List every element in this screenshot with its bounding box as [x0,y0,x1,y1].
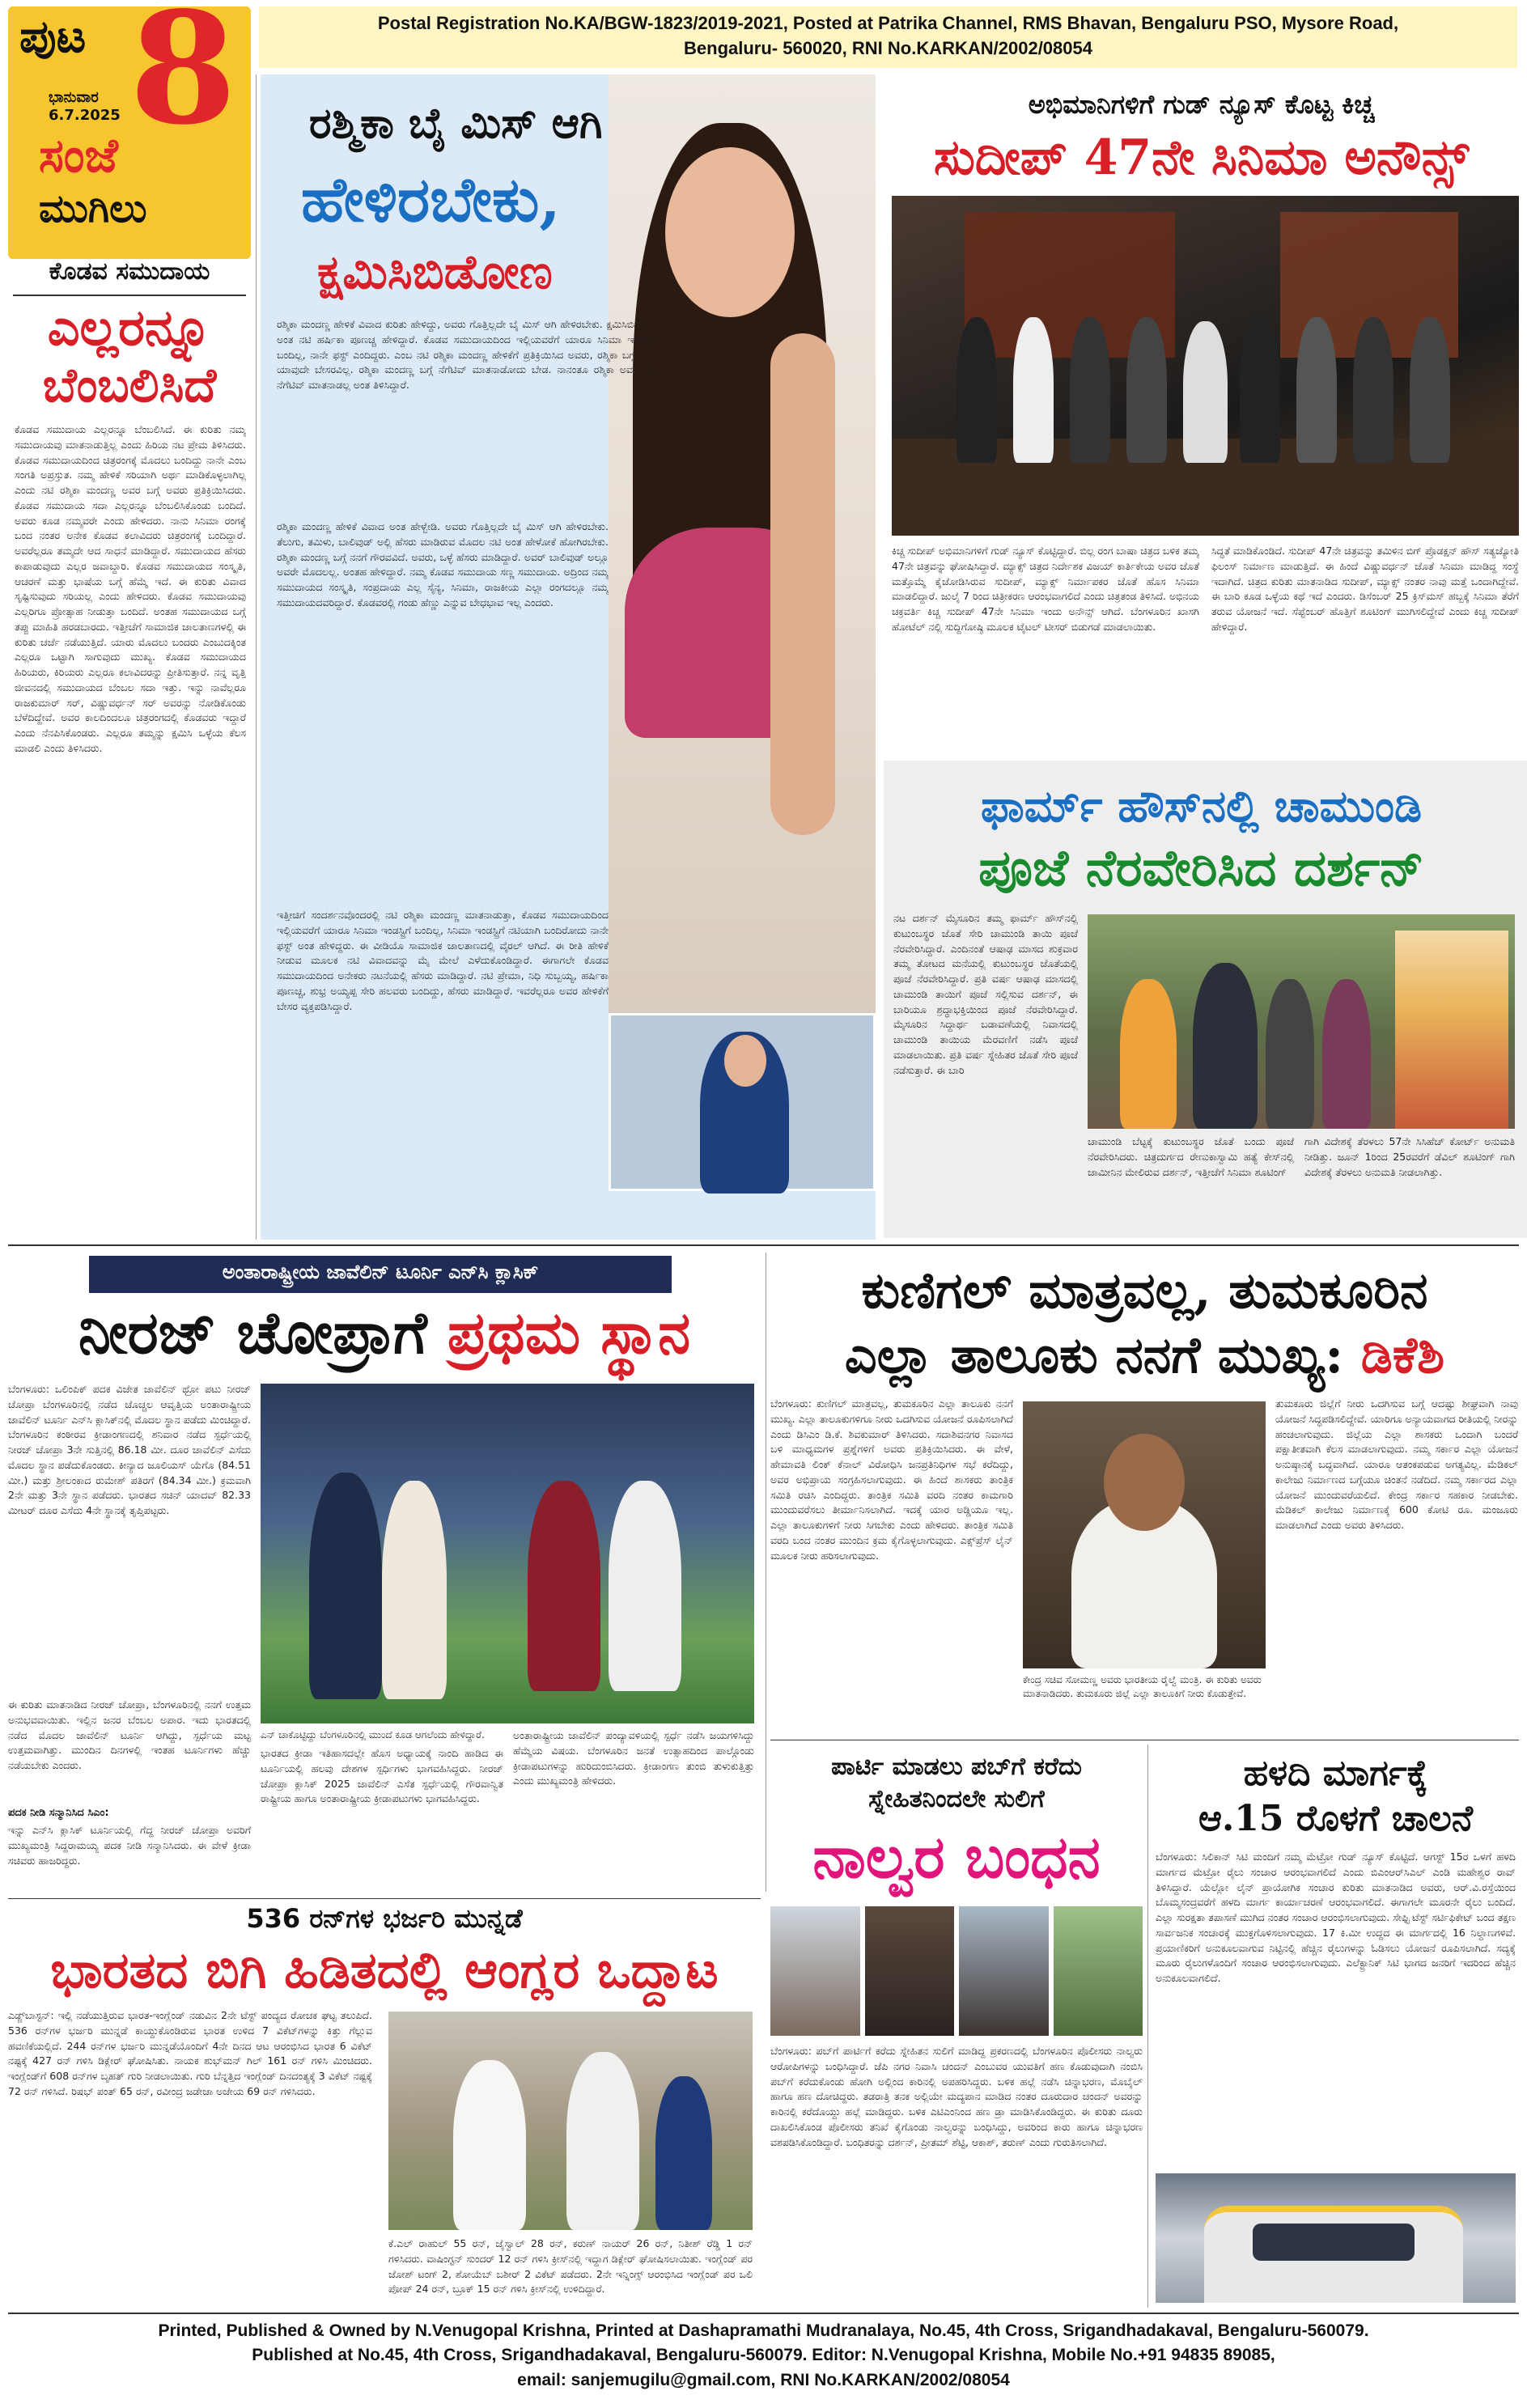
col-divider-3 [1147,1745,1148,2308]
accused-photo-4 [1054,1906,1143,2036]
dkshi-headline-part2: ಡಿಕೆಶಿ [1360,1325,1445,1384]
neeraj-headline-part1: ನೀರಜ್ ಚೋಪ್ರಾಗೆ [78,1298,447,1367]
page-number: 8 [129,0,237,159]
neeraj-figure-1 [309,1473,382,1699]
kodava-body: ಕೊಡವ ಸಮುದಾಯ ಎಲ್ಲರನ್ನೂ ಬೆಂಬಲಿಸಿದೆ. ಈ ಕುರಿತು ನಮ್ಮ ಸಮುದಾಯವು ಮಾತನಾಡುತ್ತಿಲ್ಲ ಎಂದು ಹಿರಿಯ ನಟ ಪ್ರೇಮ ತಿಳಿಸಿದರು. ಕೊಡವ ಸಮುದಾಯದಿಂದ ಚಿತ್ರರಂಗಕ್ಕೆ ಮೊದಲು ಬಂದಿದ್ದು ನಾನೇ ಎಂಬ ಸಂಗತಿ ಅಪ್ರಸ್ತುತ. ನಮ್ಮ ಹೇಳಿಕೆ ಸರಿಯಾಗಿ ಅರ್ಥ ಮಾಡಿಕೊಳ್ಳಲಾಗಿಲ್ಲ ಎಂದು ನಟಿ ರಶ್ಮಿಕಾ ಮಂದಣ್ಣ ಅವರ ಬಗ್ಗೆ ಅವರು ಪ್ರತಿಕ್ರಿಯಿಸಿದರು. ಕೊಡವ ಸಮುದಾಯ ಸದಾ ಎಲ್ಲರನ್ನೂ ಬೆಂಬಲಿಸಿಕೊಂಡು ಬಂದಿದೆ. ಅವರು ಕೂಡ ನಮ್ಮವರೇ ಎಂದು ಹೇಳಿದರು. ನಾನು ಸಿನಿಮಾ ರಂಗಕ್ಕೆ ಬಂದ ನಂತರ ಅನೇಕ ಕೊಡವ ಕಲಾವಿದರು ಚಿತ್ರರಂಗಕ್ಕೆ ಬಂದಿದ್ದಾರೆ. ಅವರೆಲ್ಲರೂ ತಮ್ಮದೇ ಆದ ಸಾಧನೆ ಮಾಡಿದ್ದಾರೆ. ಸಮುದಾಯದ ಹೆಸರು ಕಾಪಾಡುವುದು ಎಲ್ಲರ ಜವಾಬ್ದಾರಿ. ಕೊಡವ ಸಮುದಾಯದ ಸಂಸ್ಕೃತಿ, ಆಚರಣೆ ಮತ್ತು ಭಾಷೆಯ ಬಗ್ಗೆ ಹೆಮ್ಮೆ ಇದೆ. ಈ ಕುರಿತು ವಿವಾದ ಸೃಷ್ಟಿಸುವುದು ಸರಿಯಲ್ಲ ಎಂದು ಹೇಳಿದರು. ಕೊಡವ ಸಮುದಾಯವು ಎಲ್ಲರಿಗೂ ಪ್ರೋತ್ಸಾಹ ನೀಡುತ್ತಾ ಬಂದಿದೆ. ಅಂತಹ ಸಮುದಾಯದ ಬಗ್ಗೆ ತಪ್ಪು ಮಾಹಿತಿ ಹರಡಬಾರದು. ಇತ್ತೀಚೆಗೆ ಸಾಮಾಜಿಕ ಜಾಲತಾಣಗಳಲ್ಲಿ ಈ ಕುರಿತು ಚರ್ಚೆ ನಡೆಯುತ್ತಿದೆ. ಯಾರು ಮೊದಲು ಬಂದರು ಎಂಬುದಕ್ಕಿಂತ ಎಲ್ಲರೂ ಒಟ್ಟಾಗಿ ಸಾಗುವುದು ಮುಖ್ಯ. ಕೊಡವ ಸಮುದಾಯದ ಹಿರಿಯರು, ಕಿರಿಯರು ಎಲ್ಲರೂ ಕಲಾವಿದರನ್ನು ಪ್ರೀತಿಸುತ್ತಾರೆ. ನನ್ನ ವೃತ್ತಿ ಜೀವನದಲ್ಲಿ ಸಮುದಾಯದ ಬೆಂಬಲ ಸದಾ ಇತ್ತು. ಇನ್ನು ನಾವೆಲ್ಲರೂ ರಾಜಕುಮಾರ್ ಸರ್, ವಿಷ್ಣುವರ್ಧನ್ ಸರ್ ಅವರನ್ನು ನೋಡಿಕೊಂಡು ಬೆಳೆದಿದ್ದೇವೆ. ಅವರ ಕಾಲದಿಂದಲೂ ಚಿತ್ರರಂಗದಲ್ಲಿ ಕೊಡವರು ಇದ್ದಾರೆ ಎಂದು ನೆನಪಿಸಿಕೊಂಡರು. ಎಲ್ಲರೂ ತಮ್ಮನ್ನು ಕ್ಷಮಿಸಿ ಒಳ್ಳೆಯ ಕೆಲಸ ಮಾಡಲಿ ಎಂದು ತಿಳಿಸಿದರು. [15,423,246,754]
cricket-top-rule [8,1898,761,1899]
cricketer-3 [655,2076,712,2230]
dkshi-headline-line1: ಕುಣಿಗಲ್ ಮಾತ್ರವಲ್ಲ, ತುಮಕೂರಿನ [861,1261,1428,1320]
rashmika-photo [609,74,876,1013]
sudeep-event-photo [892,196,1519,536]
kodava-headline-line1: ಎಲ್ಲರನ್ನೂ [47,298,212,357]
sudeep-headline: ಸುದೀಪ್ 47ನೇ ಸಿನಿಮಾ ಅನೌನ್ಸ್ [933,129,1470,186]
darshan-headline-line1: ಫಾರ್ಮ್ ಹೌಸ್‌ನಲ್ಲಿ ಚಾಮುಂಡಿ [980,780,1423,832]
kodava-kicker: ಕೊಡವ ಸಮುದಾಯ [49,257,210,286]
sudeep-body-right: ಸಿದ್ಧತೆ ಮಾಡಿಕೊಂಡಿದೆ. ಸುದೀಪ್ 47ನೇ ಚಿತ್ರವನ್ನು ತಮಿಳಿನ ಬಿಗ್ ಪ್ರೊಡಕ್ಷನ್ ಹೌಸ್ ಸತ್ಯಜ್ಯೋತಿ ಫಿಲಂಸ್ ನಿರ್ಮಾಣ ಮಾಡುತ್ತಿದೆ. ಈ ಹಿಂದೆ ವಿಷ್ಣುವರ್ಧನ್ ಜೊತೆ ಸಿನಿಮಾ ಮಾಡಿದ್ದ ಸಂಸ್ಥೆ ಇದಾಗಿದೆ. ಚಿತ್ರದ ಕುರಿತು ಮಾತನಾಡಿದ ಸುದೀಪ್, ಮ್ಯಾಕ್ಸ್ ನಂತರ ನಾವು ಮತ್ತೆ ಒಂದಾಗಿದ್ದೇವೆ. ಈ ಬಾರಿ ಕೂಡ ಒಳ್ಳೆಯ ಕಥೆ ಇದೆ ಎಂದರು. ಡಿಸೆಂಬರ್ 25 ಕ್ರಿಸ್‌ಮಸ್ ಹಬ್ಬಕ್ಕೆ ಸಿನಿಮಾ ತೆರೆಗೆ ತರುವ ಯೋಜನೆ ಇದೆ. ಸೆಪ್ಟೆಂಬರ್ ಹೊತ್ತಿಗೆ ಶೂಟಿಂಗ್ ಮುಗಿಸಲಿದ್ದೇವೆ ಎಂದು ಕಿಚ್ಚ ಸುದೀಪ್ ಹೇಳಿದ್ದಾರೆ. [1211,545,1519,633]
darshan-headline-line2: ಪೂಜೆ ನೆರವೇರಿಸಿದ ದರ್ಶನ್ [978,838,1424,897]
darshan-photo [1088,914,1515,1129]
cricketer-2 [566,2052,639,2230]
kodava-kicker-rule [13,295,246,296]
neeraj-kicker: ಅಂತಾರಾಷ್ಟ್ರೀಯ ಜಾವೆಲಿನ್ ಟೂರ್ನಿ ಎನ್‌ಸಿ ಕ್ಲಾಸಿಕ್ [222,1261,539,1283]
accused-photo-3 [959,1906,1049,2036]
darshan-body: ನಟ ದರ್ಶನ್ ಮೈಸೂರಿನ ತಮ್ಮ ಫಾರ್ಮ್ ಹೌಸ್‌ನಲ್ಲಿ ಕುಟುಂಬಸ್ಥರ ಜೊತೆ ಸೇರಿ ಚಾಮುಂಡಿ ತಾಯಿ ಪೂಜೆ ನೆರವೇರಿಸಿದ್ದಾರೆ. ಎಂದಿನಂತೆ ಆಷಾಢ ಮಾಸದ ಶುಕ್ರವಾರ ತಮ್ಮ ತೋಟದ ಮನೆಯಲ್ಲಿ ಕುಟುಂಬಸ್ಥರ ಜೊತೆಯಲ್ಲಿ ಪೂಜೆ ನೆರವೇರಿಸಿದ್ದಾರೆ. ಪ್ರತಿ ವರ್ಷ ಆಷಾಢ ಮಾಸದಲ್ಲಿ ಚಾಮುಂಡಿ ತಾಯಿಗೆ ಪೂಜೆ ಸಲ್ಲಿಸುವ ದರ್ಶನ್, ಈ ಬಾರಿಯೂ ಶ್ರದ್ಧಾಭಕ್ತಿಯಿಂದ ಪೂಜೆ ನೆರವೇರಿಸಿದ್ದಾರೆ. ಮೈಸೂರಿನ ಸಿದ್ದಾರ್ಥ ಬಡಾವಣೆಯಲ್ಲಿ ನಿವಾಸದಲ್ಲಿ ಚಾಮುಂಡಿ ತಾಯಿಯ ಮೆರವಣಿಗೆ ನಡೆಸಿ ಪೂಜೆ ಮಾಡಲಾಯಿತು. ಪ್ರತಿ ವರ್ಷ ಸ್ನೇಹಿತರ ಜೊತೆ ಸೇರಿ ಪೂಜೆ ನಡೆಸುತ್ತಾರೆ. ಈ ಬಾರಿ [893,912,1078,1076]
neeraj-body-left: ಈ ಕುರಿತು ಮಾತನಾಡಿದ ನೀರಜ್ ಚೋಪ್ರಾ, ಬೆಂಗಳೂರಿನಲ್ಲಿ ನನಗೆ ಉತ್ತಮ ಅನುಭವವಾಯಿತು. ಇಲ್ಲಿನ ಜನರ ಬೆಂಬಲ ಅಪಾರ. ಇದು ಭಾರತದಲ್ಲಿ ನಡೆದ ಮೊದಲ ಜಾವೆಲಿನ್ ಟೂರ್ನಿ ಆಗಿದ್ದು, ಸ್ಪರ್ಧೆಯ ಮಟ್ಟ ಉತ್ತಮವಾಗಿತ್ತು. ಮುಂದಿನ ದಿನಗಳಲ್ಲಿ ಇಂತಹ ಟೂರ್ನಿಗಳು ಹೆಚ್ಚು ನಡೆಯಬೇಕು ಎಂದರು. [8,1698,251,1771]
footer-line1: Printed, Published & Owned by N.Venugopal Krishna, Printed at Dashapramathi Mudranalaya, No.45, 4th Cross, Srigandhadakaval, Bengaluru-560079. [158,2321,1369,2340]
metro-article [1152,1745,1519,2308]
dkshi-face [1104,1434,1185,1531]
dkshi-body-left: ಬೆಂಗಳೂರು: ಕುಣಿಗಲ್ ಮಾತ್ರವಲ್ಲ, ತುಮಕೂರಿನ ಎಲ್ಲಾ ತಾಲೂಕು ನನಗೆ ಮುಖ್ಯ. ಎಲ್ಲಾ ತಾಲೂಕುಗಳಿಗೂ ನೀರು ಒದಗಿಸುವ ಯೋಜನೆ ರೂಪಿಸಲಾಗಿದೆ ಎಂದು ಡಿಸಿಎಂ ಡಿ.ಕೆ. ಶಿವಕುಮಾರ್ ತಿಳಿಸಿದರು. ಸದಾಶಿವನಗರ ನಿವಾಸದ ಬಳಿ ಮಾಧ್ಯಮಗಳ ಪ್ರಶ್ನೆಗಳಿಗೆ ಅವರು ಪ್ರತಿಕ್ರಿಯಿಸಿದರು. ಈ ವೇಳೆ, ಹೇಮಾವತಿ ಲಿಂಕ್ ಕೆನಾಲ್ ವಿರೋಧಿಸಿ ಜನಪ್ರತಿನಿಧಿಗಳ ಸಭೆ ಕರೆದಿದ್ದು, ಅವರ ಅಭಿಪ್ರಾಯ ಸಂಗ್ರಹಿಸಲಾಗುವುದು. ಈ ಹಿಂದೆ ಶಾಸಕರು ತಾಂತ್ರಿಕ ಸಮಿತಿ ರಚಿಸಿ ಎಂದಿದ್ದರು. ತಾಂತ್ರಿಕ ಸಮಿತಿ ವರದಿ ನಂತರ ಕಾಮಗಾರಿ ಮುಂದುವರೆಸಲು ತೀರ್ಮಾನಿಸಲಾಗಿದೆ. ಇದಕ್ಕೆ ಯಾರ ಅಡ್ಡಿಯೂ ಇಲ್ಲ. ಎಲ್ಲಾ ತಾಲೂಕುಗಳಿಗೆ ನೀರು ಸಿಗಬೇಕು ಎಂದು ಹೇಳಿದರು. ತಾಂತ್ರಿಕ ಸಮಿತಿ ವರದಿ ಬಂದ ನಂತರ ಮುಂದಿನ ಕ್ರಮ ಕೈಗೊಳ್ಳಲಾಗುವುದು. ಎಕ್ಸ್‌ಪ್ರೆಸ್ ಲೈನ್ ಮೂಲಕ ನೀರು ಹರಿಸಲಾಗುವುದು. [770,1397,1013,1562]
person-3 [1070,317,1110,463]
accused-photo-2 [865,1906,955,2036]
cricket-body-left: ಎಡ್ಜ್‌ಬಾಸ್ಟನ್: ಇಲ್ಲಿ ನಡೆಯುತ್ತಿರುವ ಭಾರತ-ಇಂಗ್ಲೆಂಡ್ ನಡುವಿನ 2ನೇ ಟೆಸ್ಟ್ ಪಂದ್ಯದ ರೋಚಕ ಘಟ್ಟ ತಲುಪಿದೆ. 536 ರನ್‌ಗಳ ಭರ್ಜರಿ ಮುನ್ನಡೆ ಕಾಯ್ದುಕೊಂಡಿರುವ ಭಾರತ ಉಳಿದ 7 ವಿಕೆಟ್‌ಗಳನ್ನು ಕಿತ್ತು ಗೆಲ್ಲುವ ಹವಣಿಕೆಯಲ್ಲಿದೆ. 244 ರನ್‌ಗಳ ಭರ್ಜರಿ ಮುನ್ನಡೆಯೊಂದಿಗೆ 4ನೇ ದಿನದ ಆಟ ಆರಂಭಿಸಿದ ಭಾರತ 6 ವಿಕೆಟ್ ನಷ್ಟಕ್ಕೆ 427 ರನ್ ಗಳಿಸಿ ಡಿಕ್ಲೇರ್ ಘೋಷಿಸಿತು. ನಾಯಕ ಶುಭ್‌ಮನ್ ಗಿಲ್ 161 ರನ್ ಗಳಿಸಿ ಮಿಂಚಿದರು. ಇಂಗ್ಲೆಂಡ್‌ಗೆ 608 ರನ್‌ಗಳ ಬೃಹತ್ ಗುರಿ ನೀಡಲಾಯಿತು. ಗುರಿ ಬೆನ್ನತ್ತಿದ ಇಂಗ್ಲೆಂಡ್ ದಿನದಂತ್ಯಕ್ಕೆ 3 ವಿಕೆಟ್ ನಷ್ಟಕ್ಕೆ 72 ರನ್ ಗಳಿಸಿದೆ. ರಿಷಭ್ ಪಂತ್ 65 ರನ್, ರವೀಂದ್ರ ಜಡೇಜಾ ಅಜೇಯ 69 ರನ್ ಗಳಿಸಿದರು. [8,2009,372,2097]
metro-headline-line2: ಆ.15 ರೊಳಗೆ ಚಾಲನೆ [1198,1798,1474,1839]
kodava-headline-line2: ಬೆಂಬಲಿಸಿದೆ [42,358,217,413]
footer-line3: email: sanjemugilu@gmail.com, RNI No.KARKAN/2002/08054 [517,2370,1010,2389]
kodava-article [8,252,251,1244]
rashmika-body3: ಇತ್ತೀಚಿಗೆ ಸಂದರ್ಶನವೊಂದರಲ್ಲಿ ನಟಿ ರಶ್ಮಿಕಾ ಮಂದಣ್ಣ ಮಾತನಾಡುತ್ತಾ, ಕೊಡವ ಸಮುದಾಯದಿಂದ ಇಲ್ಲಿಯವರೆಗೆ ಯಾರೂ ಸಿನಿಮಾ ಇಂಡಸ್ಟ್ರಿಗೆ ಬಂದಿಲ್ಲ, ಸಿನಿಮಾ ಇಂಡಸ್ಟ್ರಿಗೆ ನಟಿಯಾಗಿ ಬಂದಿರೋದು ನಾನೇ ಫಸ್ಟ್ ಅಂತ ಹೇಳಿದ್ದರು. ಈ ವೀಡಿಯೊ ಸಾಮಾಜಿಕ ಜಾಲತಾಣದಲ್ಲಿ ವೈರಲ್ ಆಗಿದೆ. ಈ ರೀತಿ ಹೇಳಿಕೆ ನೀಡುವ ಮೂಲಕ ನಟಿ ವಿವಾದವನ್ನು ಮೈ ಮೇಲೆ ಎಳೆದುಕೊಂಡಿದ್ದಾರೆ. ಈಗಾಗಲೇ ಕೊಡವ ಸಮುದಾಯದಿಂದ ಅನೇಕರು ನಟನೆಯಲ್ಲಿ ಹೆಸರು ಮಾಡಿದ್ದಾರೆ. ನಟಿ ಪ್ರೇಮಾ, ನಿಧಿ ಸುಬ್ಬಯ್ಯ, ಹರ್ಷಿಕಾ ಪೂಣಚ್ಚ, ಶುಭ್ರ ಅಯ್ಯಪ್ಪ ಸೇರಿ ಹಲವರು ಬಂದಿದ್ದು, ಹೆಸರು ಮಾಡಿದ್ದಾರೆ. ಇವರೆಲ್ಲರೂ ಅವರ ಹೇಳಿಕೆಗೆ ಬೇಸರ ವ್ಯಕ್ತಪಡಿಸಿದ್ದಾರೆ. [277,909,609,1012]
cricket-photo [388,2012,753,2230]
party-headline: ನಾಲ್ವರ ಬಂಧನ [812,1822,1101,1891]
neeraj-body-right: ಅಂತಾರಾಷ್ಟ್ರೀಯ ಜಾವೆಲಿನ್ ಪಂದ್ಯಾವಳಿಯಲ್ಲಿ ಸ್ಪರ್ಧೆ ನಡೆಸಿ ಜಯಗಳಿಸಿದ್ದು ಹೆಮ್ಮೆಯ ವಿಷಯ. ಬೆಂಗಳೂರಿನ ಜನತೆ ಉತ್ಸಾಹದಿಂದ ಪಾಲ್ಗೊಂಡು ಕ್ರೀಡಾಪಟುಗಳನ್ನು ಹುರಿದುಂಬಿಸಿದರು. ಕ್ರೀಡಾಂಗಣ ತುಂಬಿ ತುಳುಕುತ್ತಿತ್ತು ಎಂದು ಮುಖ್ಯಮಂತ್ರಿ ಹೇಳಿದರು. [513,1729,754,1787]
darshan-person-1 [1120,979,1177,1129]
col-divider-1 [256,74,257,1240]
masthead [8,0,251,259]
sudeep-article [884,74,1527,754]
rashmika-body2: ರಶ್ಮಿಕಾ ಮಂದಣ್ಣ ಹೇಳಿಕೆ ವಿವಾದ ಅಂತ ಹೇಳ್ಬೇಡಿ. ಅವರು ಗೊತ್ತಿಲ್ಲದೇ ಬೈ ಮಿಸ್ ಆಗಿ ಹೇಳಿರಬೇಕು. ತೆಲುಗು, ತಮಿಳು, ಬಾಲಿವುಡ್ ಅಲ್ಲಿ ಹೆಸರು ಮಾಡಿರುವ ಮೊದಲ ನಟಿ ಅಂತ ಹೇಳೋಕೆ ಹೋಗಿರಬೇಕು. ರಶ್ಮಿಕಾ ಮಂದಣ್ಣ ಬಗ್ಗೆ ನನಗೆ ಗೌರವವಿದೆ. ಅವರು, ಒಳ್ಳೆ ಹೆಸರು ಮಾಡಿದ್ದಾರೆ. ಅವರ್ ಬಾಲಿವುಡ್ ಅಲ್ಲೂ ಅವರೇ ಮೊದಲಲ್ಲ. ಅಂತಹ ಹೇಳಿದ್ದಾರೆ. ನಮ್ಮ ಕೊಡವ ಸಮುದಾಯ ಸಣ್ಣ ಸಮುದಾಯ. ಅದ್ರಿಂದ ನಮ್ಮ ಸಮುದಾಯದ ಸಂಸ್ಕೃತಿ, ಸಂಪ್ರದಾಯ ಎಲ್ಲ ಸೈನ್ಯ, ಸಿನಿಮಾ, ರಾಜಕೀಯ ಎಲ್ಲಾ ರಂಗದಲ್ಲೂ ನಮ್ಮ ಸಮುದಾಯದವರಿದ್ದಾರೆ. ಕೊಡವರಲ್ಲಿ ಗಂಡು ಹೆಣ್ಣು ಎನ್ನುವ ಬೇಧಭಾವ ಇಲ್ಲ ಎಂದರು. [277,520,609,608]
darshan-article [884,761,1527,1238]
neeraj-figure-4 [609,1481,681,1691]
neeraj-caption: ಎನ್ ಚಾಕೊಟ್ಟಿದ್ದು ಬೆಂಗಳೂರಿನಲ್ಲಿ ಮುಂದೆ ಕೂಡ ಆಗಲೆಂದು ಹೇಳಿದ್ದಾರೆ. [261,1728,503,1742]
dkshi-caption: ಕೇಂದ್ರ ಸಚಿವ ಸೋಮಣ್ಣ ಅವರು ಭಾರತೀಯ ರೈಲ್ವೆ ಮಂತ್ರಿ. ಈ ಕುರಿತು ಅವರು ಮಾತನಾಡಿದರು. ತುಮಕೂರು ಜಿಲ್ಲೆ ಎಲ್ಲಾ ತಾಲೂಕಿಗೆ ನೀರು ಕೊಡುತ್ತೇವೆ. [1023,1673,1266,1701]
person-8 [1353,317,1393,463]
neeraj-photo [261,1384,754,1723]
paper-name-line1: ಸಂಜೆ [39,128,118,183]
person-5 [1183,321,1228,463]
neeraj-subhead: ಪದಕ ನೀಡಿ ಸನ್ಮಾನಿಸಿದ ಸಿಎಂ: [8,1807,109,1819]
party-body: ಬೆಂಗಳೂರು: ಪಬ್‌ಗೆ ಪಾರ್ಟಿಗೆ ಕರೆದು ಸ್ನೇಹಿತನ ಸುಲಿಗೆ ಮಾಡಿದ್ದ ಪ್ರಕರಣದಲ್ಲಿ ಬೆಂಗಳೂರಿನ ಪೊಲೀಸರು ನಾಲ್ವರು ಆರೋಪಿಗಳನ್ನು ಬಂಧಿಸಿದ್ದಾರೆ. ಜೆಪಿ ನಗರ ನಿವಾಸಿ ಚಂದನ್ ಎಂಬುವರ ಯುವತಿಗೆ ಹಣ ಕೊಡುವುದಾಗಿ ನಂಬಿಸಿ ಪಬ್‌ಗೆ ಕರೆದುಕೊಂಡು ಹೋಗಿ ಅಲ್ಲಿಂದ ಕಾರಿನಲ್ಲಿ ಅಪಹರಿಸಿದ್ದರು. ಬಳಿಕ ಹಲ್ಲೆ ನಡೆಸಿ ಚಿನ್ನಾಭರಣ, ಮೊಬೈಲ್ ಹಾಗೂ ಹಣ ದೋಚಿದ್ದರು. ತಡರಾತ್ರಿ ತನಕ ಅಲ್ಲಿಯೇ ಮದ್ಯಪಾನ ಮಾಡಿದ ನಂತರ ದೂರುದಾರ ಚಂದನ್ ಅವರನ್ನು ಕಾರಿನಲ್ಲಿ ಕರೆದೊಯ್ದು ಹಲ್ಲೆ ಮಾಡಿದ್ದರು. ಬಳಿಕ ಎಟಿಎಂನಿಂದ ಹಣ ಡ್ರಾ ಮಾಡಿಸಿಕೊಂಡಿದ್ದರು. ಈ ಕುರಿತು ದೂರು ದಾಖಲಿಸಿಕೊಂಡ ಪೊಲೀಸರು ತನಿಖೆ ಕೈಗೊಂಡು ನಾಲ್ವರನ್ನು ಬಂಧಿಸಿದ್ದು, ಅವರಿಂದ ಕಾರು ಹಾಗೂ ಚಿನ್ನಾಭರಣ ವಶಪಡಿಸಿಕೊಂಡಿದ್ದಾರೆ. ಬಂಧಿತರನ್ನು ದರ್ಶನ್, ಪ್ರೀತಮ್ ಶೆಟ್ಟಿ, ಆಕಾಶ್, ತರುಣ್ ಎಂದು ಗುರುತಿಸಲಾಗಿದೆ. [770,2045,1143,2148]
party-kicker-line1: ಪಾರ್ಟಿ ಮಾಡಲು ಪಬ್‌ಗೆ ಕರೆದು [831,1753,1082,1781]
darshan-body2: ಚಾಮುಂಡಿ ಬೆಟ್ಟಕ್ಕೆ ಕುಟುಂಬಸ್ಥರ ಜೊತೆ ಬಂದು ಪೂಜೆ ನೆರವೇರಿಸಿದರು. ಚಿತ್ರದುರ್ಗದ ರೇಣುಕಾಸ್ವಾಮಿ ಹತ್ಯೆ ಕೇಸ್‌ನಲ್ಲಿ ಜಾಮೀನಿನ ಮೇಲಿರುವ ದರ್ಶನ್, ಇತ್ತೀಚೆಗೆ ಸಿನಿಮಾ ಶೂಟಿಂಗ್ [1088,1135,1294,1178]
paper-name-line2: ಮುಗಿಲು [39,186,147,231]
party-kicker-line2: ಸ್ನೇಹಿತನಿಂದಲೇ ಸುಲಿಗೆ [868,1785,1045,1813]
person-6 [1240,317,1280,463]
footer-line2: Published at No.45, 4th Cross, Srigandhadakaval, Bengaluru-560079. Editor: N.Venugopal Krishna, Mobile No.+91 94835 89085, [252,2346,1275,2365]
sudeep-body-left: ಕಿಚ್ಚ ಸುದೀಪ್ ಅಭಿಮಾನಿಗಳಿಗೆ ಗುಡ್ ನ್ಯೂಸ್ ಕೊಟ್ಟಿದ್ದಾರೆ. ಬಿಲ್ಲ ರಂಗ ಬಾಷಾ ಚಿತ್ರದ ಬಳಿಕ ತಮ್ಮ 47ನೇ ಚಿತ್ರವನ್ನು ಘೋಷಿಸಿದ್ದಾರೆ. ಮ್ಯಾಕ್ಸ್ ಚಿತ್ರದ ನಿರ್ದೇಶಕ ವಿಜಯ್ ಕಾರ್ತಿಕೇಯ ಅವರ ಜೊತೆ ಮತ್ತೊಮ್ಮೆ ಕೈಜೋಡಿಸಿರುವ ಸುದೀಪ್, ಮ್ಯಾಕ್ಸ್ ನಿರ್ಮಾಪಕರ ಜೊತೆ ಹೊಸ ಸಿನಿಮಾ ಮಾಡಲಿದ್ದಾರೆ. ಜುಲೈ 7 ರಿಂದ ಚಿತ್ರೀಕರಣ ಆರಂಭವಾಗಲಿದೆ ಎಂದು ಚಿತ್ರತಂಡ ತಿಳಿಸಿದೆ. ಅಭಿನಯ ಚಕ್ರವರ್ತಿ ಕಿಚ್ಚ ಸುದೀಪ್ 47ನೇ ಸಿನಿಮಾ ಇಂದು ಅನೌನ್ಸ್ ಆಗಿದೆ. ಬೆಂಗಳೂರಿನ ಖಾಸಗಿ ಹೋಟೆಲ್ ನಲ್ಲಿ ಸುದ್ದಿಗೋಷ್ಠಿ ಮೂಲಕ ಟೈಟಲ್ ಟೀಸರ್ ಬಿಡುಗಡೆ ಮಾಡಲಾಯಿತು. [892,545,1199,633]
darshan-person-4 [1322,979,1371,1129]
person-7 [1296,317,1337,463]
neeraj-intro: ಬೆಂಗಳೂರು: ಒಲಿಂಪಿಕ್ ಪದಕ ವಿಜೇತ ಜಾವೆಲಿನ್ ಥ್ರೋ ಪಟು ನೀರಜ್ ಚೋಪ್ರಾ ಬೆಂಗಳೂರಿನಲ್ಲಿ ನಡೆದ ಚೊಚ್ಚಲ ಆವೃತ್ತಿಯ ಅಂತಾರಾಷ್ಟ್ರೀಯ ಜಾವೆಲಿನ್ ಟೂರ್ನಿ ಎನ್‌ಸಿ ಕ್ಲಾಸಿಕ್‌ನಲ್ಲಿ ಮೊದಲ ಸ್ಥಾನ ಪಡೆದು ಮಿಂಚಿದ್ದಾರೆ. ಬೆಂಗಳೂರಿನ ಕಂಠೀರವ ಕ್ರೀಡಾಂಗಣದಲ್ಲಿ ಶನಿವಾರ ನಡೆದ ಸ್ಪರ್ಧೆಯಲ್ಲಿ ನೀರಜ್ ಚೋಪ್ರಾ 3ನೇ ಸುತ್ತಿನಲ್ಲಿ 86.18 ಮೀ. ದೂರ ಜಾವೆಲಿನ್ ಎಸೆದು ಮೊದಲ ಸ್ಥಾನ ಪಡೆದುಕೊಂಡರು. ಕೀನ್ಯಾದ ಜೂಲಿಯಸ್ ಯೆಗೊ (84.51 ಮೀ.) ಮತ್ತು ಶ್ರೀಲಂಕಾದ ರುಮೇಶ್ ಪತಿರಗೆ (84.34 ಮೀ.) ಕ್ರಮವಾಗಿ 2ನೇ ಮತ್ತು 3ನೇ ಸ್ಥಾನ ಪಡೆದರು. ಭಾರತದ ಸಚಿನ್ ಯಾದವ್ 82.33 ಮೀಟರ್ ದೂರ ಎಸೆದು 4ನೇ ಸ್ಥಾನಕ್ಕೆ ತೃಪ್ತಿಪಟ್ಟರು. [8,1383,251,1516]
dkshi-article [770,1253,1519,1738]
cricketer-1 [453,2060,526,2230]
metro-body: ಬೆಂಗಳೂರು: ಸಿಲಿಕಾನ್ ಸಿಟಿ ಮಂದಿಗೆ ನಮ್ಮ ಮೆಟ್ರೋ ಗುಡ್ ನ್ಯೂಸ್ ಕೊಟ್ಟಿದೆ. ಆಗಸ್ಟ್ 15ರ ಒಳಗೆ ಹಳದಿ ಮಾರ್ಗದ ಮೆಟ್ರೋ ರೈಲು ಸಂಚಾರ ಆರಂಭವಾಗಲಿದೆ ಎಂದು ಬಿಎಂಆರ್‌ಸಿಎಲ್ ಎಂಡಿ ಮಹೇಶ್ವರ ರಾವ್ ತಿಳಿಸಿದ್ದಾರೆ. ಯೆಲ್ಲೋ ಲೈನ್ ಪ್ರಾಯೋಗಿಕ ಸಂಚಾರ ಕುರಿತು ಮಾತನಾಡಿದ ಅವರು, ಆರ್.ವಿ.ರಸ್ತೆಯಿಂದ ಬೊಮ್ಮಸಂದ್ರವರೆಗೆ ಹಳದಿ ಮಾರ್ಗ ಕಾರ್ಯಾಚರಣೆ ಆರಂಭವಾಗಲಿದೆ. ಈಗಾಗಲೇ ಮೂರನೇ ರೈಲು ಬಂದಿದೆ. ಎಲ್ಲಾ ಸುರಕ್ಷತಾ ತಪಾಸಣೆ ಮುಗಿದ ನಂತರ ಸಂಚಾರ ಆರಂಭಿಸಲಾಗುವುದು. ಸೇಫ್ಟಿ ಟೆಸ್ಟ್ ಸರ್ಟಿಫಿಕೇಟ್ ಬಂದ ತಕ್ಷಣ ಸಾರ್ವಜನಿಕ ಸಂಚಾರಕ್ಕೆ ಮುಕ್ತಗೊಳಿಸಲಾಗುವುದು. 17 ಕಿ.ಮೀ ಉದ್ದದ ಈ ಮಾರ್ಗದಲ್ಲಿ 16 ನಿಲ್ದಾಣಗಳಿವೆ. ಪ್ರಯಾಣಿಕರಿಗೆ ಅನುಕೂಲವಾಗುವ ನಿಟ್ಟಿನಲ್ಲಿ ಹೆಚ್ಚಿನ ರೈಲುಗಳನ್ನು ಓಡಿಸಲು ಯೋಜನೆ ರೂಪಿಸಲಾಗಿದೆ. ಸದ್ಯಕ್ಕೆ ಮೂರು ರೈಲುಗಳೊಂದಿಗೆ ಸಂಚಾರ ಆರಂಭಿಸಲಾಗುವುದು. ಎಲೆಕ್ಟ್ರಾನಿಕ್ ಸಿಟಿ ಭಾಗದ ಜನರಿಗೆ ಇದರಿಂದ ಹೆಚ್ಚಿನ ಅನುಕೂಲವಾಗಲಿದೆ. [1156,1851,1516,1984]
puta-label: ಪುಟ [19,10,87,63]
person-1 [956,317,997,463]
neeraj-figure-3 [528,1481,600,1691]
metro-headline-line1: ಹಳದಿ ಮಾರ್ಗಕ್ಕೆ [1243,1753,1428,1794]
rashmika-article [261,74,876,1240]
postal-line1: Postal Registration No.KA/BGW-1823/2019-2021, Posted at Patrika Channel, RMS Bhavan, Bengaluru PSO, Mysore Road, [377,13,1399,33]
postal-line2: Bengaluru- 560020, RNI No.KARKAN/2002/08054 [684,37,1092,58]
rashmika-headline-line1: ರಶ್ಮಿಕಾ ಬೈ ಮಿಸ್ ಆಗಿ [309,99,603,148]
party-article [770,1745,1143,2308]
neeraj-article [8,1253,761,1892]
accused-photo-1 [770,1906,860,2036]
rashmika-headline-line2: ಹೇಳಿರಬೇಕು, [301,163,561,235]
postal-bar [259,6,1517,68]
footer-rule [8,2313,1519,2314]
darshan-altar [1395,931,1508,1129]
neeraj-figure-2 [382,1481,447,1699]
cricket-article [8,1898,761,2308]
person-4 [1126,317,1167,463]
dkshi-headline-part1: ಎಲ್ಲಾ ತಾಲೂಕು ನನಗೆ ಮುಖ್ಯ: [844,1325,1361,1384]
dkshi-photo [1023,1401,1266,1668]
rashmika-face [665,147,795,317]
darshan-person-2 [1193,963,1258,1129]
cricket-headline: ಭಾರತದ ಬಿಗಿ ಹಿಡಿತದಲ್ಲಿ ಆಂಗ್ಲರ ಒದ್ದಾಟ [50,1940,719,1999]
mid-rule [8,1244,1519,1246]
darshan-body3: ಗಾಗಿ ವಿದೇಶಕ್ಕೆ ತೆರಳಲು 57ನೇ ಸಿಸಿಹೆಚ್ ಕೋರ್ಟ್ ಅನುಮತಿ ನೀಡಿತ್ತು. ಜೂನ್ 1ರಿಂದ 25ರವರೆಗೆ ಡೆವಿಲ್ ಶೂಟಿಂಗ್ ಗಾಗಿ ವಿದೇಶಕ್ಕೆ ತೆರಳಲು ಅನುಮತಿ ನೀಡಲಾಗಿತ್ತು. [1304,1135,1515,1178]
person-9 [1410,317,1450,463]
neeraj-headline [8,1298,761,1368]
darshan-person-3 [1266,979,1314,1129]
date: 6.7.2025 [49,107,121,124]
rashmika-arm [770,333,835,835]
cricket-kicker: 536 ರನ್‌ಗಳ ಭರ್ಜರಿ ಮುನ್ನಡೆ [246,1903,523,1934]
dkshi-body-right: ತುಮಕೂರು ಜಿಲ್ಲೆಗೆ ನೀರು ಒದಗಿಸುವ ಬಗ್ಗೆ ಆದಷ್ಟು ಶೀಘ್ರವಾಗಿ ನಾವು ಯೋಜನೆ ಸಿದ್ಧಪಡಿಸಲಿದ್ದೇವೆ. ಯಾರಿಗೂ ಅನ್ಯಾಯವಾಗದ ರೀತಿಯಲ್ಲಿ ನೀರನ್ನು ಹಂಚಲಾಗುವುದು. ಜಿಲ್ಲೆಯ ಎಲ್ಲಾ ಶಾಸಕರು ಒಂದಾಗಿ ಬಂದರೆ ಪಕ್ಷಾತೀತವಾಗಿ ಕೆಲಸ ಮಾಡಲಾಗುವುದು. ನಮ್ಮ ಸರ್ಕಾರ ಎಲ್ಲಾ ಯೋಜನೆ ಅನುಷ್ಠಾನಕ್ಕೆ ಬದ್ಧವಾಗಿದೆ. ಯಾರೂ ಆತಂಕಪಡುವ ಅಗತ್ಯವಿಲ್ಲ. ಮೆಡಿಕಲ್ ಕಾಲೇಜು ನಿರ್ಮಾಣದ ಬಗ್ಗೆಯೂ ಚಿಂತನೆ ನಡೆದಿದೆ. ನಮ್ಮ ಸರ್ಕಾರದ ಎಲ್ಲಾ ಯೋಜನೆ ಮುಂದುವರೆಯಲಿದೆ. ಕೇಂದ್ರ ಸರ್ಕಾರ ಸಹಕಾರ ನೀಡಬೇಕು. ಮೆಡಿಕಲ್ ಕಾಲೇಜು ನಿರ್ಮಾಣಕ್ಕೆ 600 ಕೋಟಿ ರೂ. ಮಂಜೂರು ಮಾಡಲಾಗಿದೆ ಎಂದು ಅವರು ತಿಳಿಸಿದರು. [1275,1397,1518,1531]
metro-train-window [1253,2224,1415,2261]
cricket-body-right: ಕೆ.ಎಲ್ ರಾಹುಲ್ 55 ರನ್, ಜೈಸ್ವಾಲ್ 28 ರನ್, ಕರುಣ್ ನಾಯರ್ 26 ರನ್, ನಿತೀಶ್ ರೆಡ್ಡಿ 1 ರನ್ ಗಳಿಸಿದರು. ವಾಷಿಂಗ್ಟನ್ ಸುಂದರ್ 12 ರನ್ ಗಳಿಸಿ ಕ್ರೀಸ್‌ನಲ್ಲಿ ಇದ್ದಾಗ ಡಿಕ್ಲೇರ್ ಘೋಷಿಸಲಾಯಿತು. ಇಂಗ್ಲೆಂಡ್ ಪರ ಜೋಶ್ ಟಂಗ್ 2, ಶೋಯೆಬ್ ಬಶೀರ್ 2 ವಿಕೆಟ್ ಪಡೆದರು. 2ನೇ ಇನ್ನಿಂಗ್ಸ್ ಆರಂಭಿಸಿದ ಇಂಗ್ಲೆಂಡ್ ಪರ ಒಲಿ ಪೋಪ್ 24 ರನ್, ಬ್ರೂಕ್ 15 ರನ್ ಗಳಿಸಿ ಕ್ರೀಸ್‌ನಲ್ಲಿ ಉಳಿದಿದ್ದಾರೆ. [388,2237,753,2296]
footer [8,2319,1519,2403]
neeraj-body-mid: ಭಾರತದ ಕ್ರೀಡಾ ಇತಿಹಾಸದಲ್ಲೇ ಹೊಸ ಅಧ್ಯಾಯಕ್ಕೆ ನಾಂದಿ ಹಾಡಿದ ಈ ಟೂರ್ನಿಯಲ್ಲಿ ಹಲವು ದೇಶಗಳ ಸ್ಪರ್ಧಿಗಳು ಭಾಗವಹಿಸಿದ್ದರು. ನೀರಜ್ ಚೋಪ್ರಾ ಕ್ಲಾಸಿಕ್ 2025 ಜಾವೆಲಿನ್ ಎಸೆತ ಸ್ಪರ್ಧೆಯಲ್ಲಿ ಗೌರವಾನ್ವಿತ ರಾಷ್ಟ್ರೀಯ ಹಾಗೂ ಅಂತಾರಾಷ್ಟ್ರೀಯ ಕ್ರೀಡಾಪಟುಗಳು ಭಾಗವಹಿಸಿದ್ದರು. [261,1747,503,1805]
rashmika-headline-line3: ಕ್ಷಮಿಸಿಬಿಡೋಣ [317,244,553,299]
rashmika-body1: ರಶ್ಮಿಕಾ ಮಂದಣ್ಣ ಹೇಳಿಕೆ ವಿವಾದ ಕುರಿತು ಹೇಳಿದ್ದು, ಅವರು ಗೊತ್ತಿಲ್ಲದೇ ಬೈ ಮಿಸ್ ಆಗಿ ಹೇಳಿರಬೇಕು. ಕ್ಷಮಿಸಿಬಿಡೋಣ ಅಂತ ನಟಿ ಹರ್ಷಿಕಾ ಪೂಣಚ್ಚ ಹೇಳಿದ್ದಾರೆ. ಕೊಡವ ಸಮುದಾಯದಿಂದ ಇಲ್ಲಿಯವರೆಗೆ ಯಾರೂ ಸಿನಿಮಾ ಇಂಡಸ್ಟ್ರಿಗೆ ಬಂದಿಲ್ಲ, ನಾನೇ ಫಸ್ಟ್ ಎಂದಿದ್ದರು. ಎಂಬ ನಟಿ ರಶ್ಮಿಕಾ ಮಂದಣ್ಣ ಹೇಳಿಕೆಗೆ ಪ್ರತಿಕ್ರಿಯಿಸಿದ ಅವರು, ರಶ್ಮಿಕಾ ಬಗ್ಗೆ ನನಗೆ ಯಾವುದೇ ಬೇಸರವಿಲ್ಲ. ರಶ್ಮಿಕಾ ಮಂದಣ್ಣ ಬಗ್ಗೆ ನೆಗೆಟಿವ್ ಮಾತನಾಡೋದು ಬೇಡ. ನಾನಂತೂ ರಶ್ಮಿಕಾ ಅವರ ಬಗ್ಗೆ ನೆಗೆಟಿವ್ ಮಾತನಾಡಲ್ಲ ಅಂತ ತಿಳಿಸಿದ್ದಾರೆ. [277,318,657,391]
neeraj-headline-part2: ಪ್ರಥಮ ಸ್ಥಾನ [447,1298,691,1367]
metro-train-photo [1156,2173,1516,2303]
harshika-face [724,1035,766,1087]
day: ಭಾನುವಾರ [49,89,99,106]
sudeep-kicker: ಅಭಿಮಾನಿಗಳಿಗೆ ಗುಡ್ ನ್ಯೂಸ್ ಕೊಟ್ಟ ಕಿಚ್ಚ [1028,89,1375,120]
harshika-inset-photo [609,1013,876,1191]
dkshi-headline-line2 [770,1325,1519,1385]
person-2 [1013,317,1054,463]
neeraj-body-left2: ಇನ್ನು ಎನ್‌ಸಿ ಕ್ಲಾಸಿಕ್ ಟೂರ್ನಿಯಲ್ಲಿ ಗೆದ್ದ ನೀರಜ್ ಚೋಪ್ರಾ ಅವರಿಗೆ ಮುಖ್ಯಮಂತ್ರಿ ಸಿದ್ದರಾಮಯ್ಯ ಪದಕ ನೀಡಿ ಸನ್ಮಾನಿಸಿದರು. ಈ ವೇಳೆ ಕ್ರೀಡಾ ಸಚಿವರು ಹಾಜರಿದ್ದರು. [8,1824,251,1867]
party-photo-strip [770,1906,1143,2036]
